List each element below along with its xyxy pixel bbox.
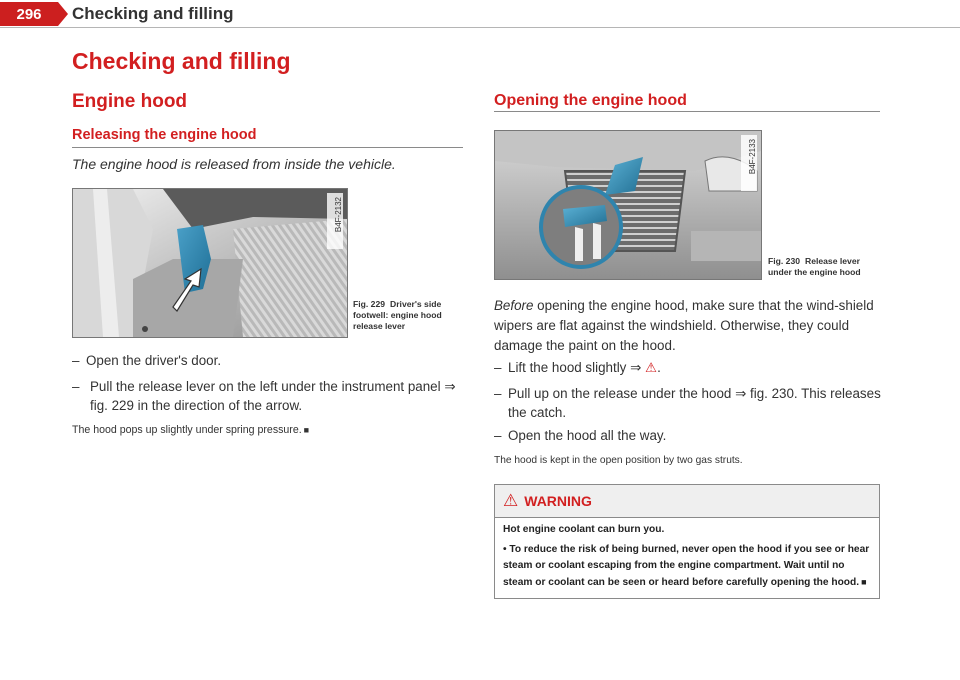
note-text	[72, 424, 467, 436]
figure-229-caption	[346, 299, 462, 332]
step-text: Open the hood all the way.	[508, 428, 667, 443]
figure-229-footwell	[72, 188, 348, 338]
footwell-illustration	[73, 189, 347, 337]
header-rule	[0, 27, 960, 28]
step-text: Lift the hood slightly ⇒ ⚠.	[508, 360, 661, 376]
figure-230-hood-release	[494, 130, 762, 280]
page-header	[0, 0, 960, 28]
warning-line-2: • To reduce the risk of being burned, never open the hood if you see or hear steam or coolant escaping from the engine compartment. Wait until no steam or coolant can be seen or heard before carefully opening the hood. ■	[503, 544, 870, 588]
intro-paragraph	[494, 296, 882, 356]
note-body: The hood pops up slightly under spring pressure.	[72, 424, 302, 436]
figure-image-code: B4F-2132	[334, 197, 343, 233]
section-title-opening: Opening the engine hood	[494, 92, 687, 109]
end-mark: ■	[861, 577, 867, 587]
section-title-engine-hood: Engine hood	[72, 91, 188, 112]
caption-number: Fig. 229	[353, 299, 385, 309]
page-number: 296	[0, 2, 58, 26]
figure-230-caption	[760, 256, 882, 278]
note-text: The hood is kept in the open position by two gas struts.	[494, 455, 743, 466]
step-dash: –	[494, 386, 502, 401]
step-item	[494, 358, 882, 378]
step-dash: –	[494, 360, 502, 375]
caption-text: Release lever under the engine hood	[768, 256, 861, 277]
warning-title: WARNING	[524, 493, 592, 509]
subsection-title-releasing: Releasing the engine hood	[72, 127, 257, 143]
step-dash: –	[72, 379, 80, 394]
warning-icon: ⚠	[503, 491, 519, 511]
step-item	[494, 384, 882, 422]
caption-text: Driver's side footwell: engine hood release lever	[353, 299, 442, 331]
warning-body	[495, 518, 879, 591]
step-item	[72, 377, 467, 415]
para-italic: Before	[494, 298, 534, 313]
warning-line-1: Hot engine coolant can burn you.	[503, 524, 665, 535]
subsection-rule	[72, 147, 463, 148]
step-dash: –	[72, 353, 80, 368]
step-item	[72, 351, 467, 370]
end-mark: ■	[303, 425, 310, 435]
warning-icon: ⚠	[645, 361, 658, 376]
figure-image-code: B4F-2133	[748, 139, 757, 175]
step-text: Open the driver's door.	[86, 353, 222, 368]
step-text: Pull up on the release under the hood ⇒ fig. 230. This releases the catch.	[508, 386, 881, 420]
step-text: Pull the release lever on the left under the instrument panel ⇒ fig. 229 in the direction of the arrow.	[90, 379, 456, 413]
hood-illustration	[495, 131, 761, 279]
caption-number: Fig. 230	[768, 256, 800, 266]
warning-header	[495, 485, 879, 518]
chapter-title: Checking and filling	[72, 48, 291, 74]
para-text: opening the engine hood, make sure that the wind-shield wipers are flat against the windshield. Otherwise, they could damage the paint on the hood.	[494, 298, 874, 353]
section-rule	[494, 111, 880, 112]
step-item	[494, 426, 882, 445]
running-head: Checking and filling	[72, 4, 234, 23]
warning-box	[494, 484, 880, 599]
intro-text: The engine hood is released from inside the vehicle.	[72, 156, 396, 172]
step-dash: –	[494, 428, 502, 443]
